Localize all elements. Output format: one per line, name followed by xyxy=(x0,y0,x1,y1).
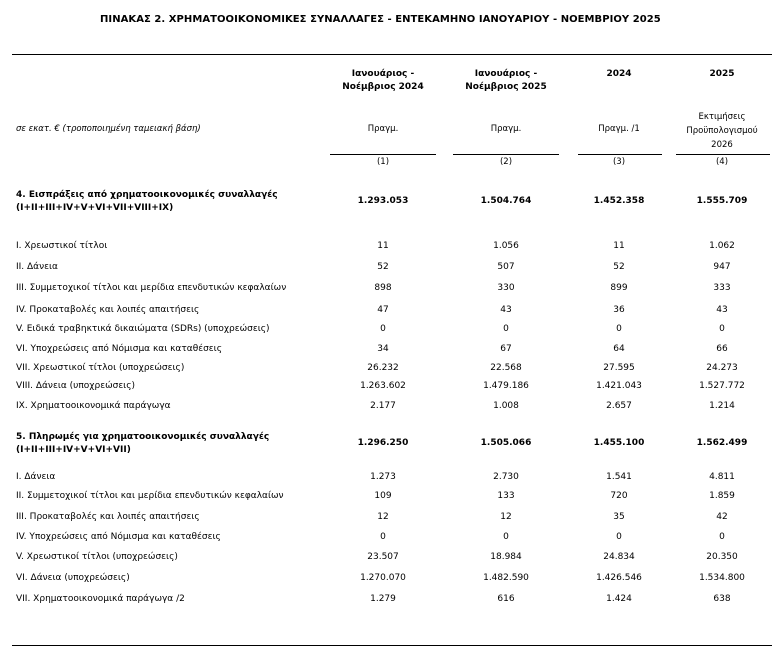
row-value-col3: 64 xyxy=(613,344,625,354)
row-value-col2: 1.056 xyxy=(493,241,519,251)
col1-header-line2: Νοέμβριος 2024 xyxy=(342,82,424,92)
row-value-col1: 11 xyxy=(377,241,389,251)
table-row xyxy=(0,363,776,377)
row-value-col4: 24.273 xyxy=(706,363,738,373)
row-label: II. Δάνεια xyxy=(16,262,58,272)
row-value-col3: 0 xyxy=(616,324,622,334)
table-row xyxy=(0,552,776,566)
row-value-col1: 0 xyxy=(380,532,386,542)
table-row xyxy=(0,512,776,526)
row-value-col2: 1.008 xyxy=(493,401,519,411)
row-value-col3: 899 xyxy=(610,283,628,293)
table-row xyxy=(0,573,776,587)
section5-value-col1: 1.296.250 xyxy=(357,438,409,448)
row-value-col2: 43 xyxy=(500,305,512,315)
col4-number: (4) xyxy=(715,157,729,167)
section4-total-row xyxy=(0,190,776,213)
row-value-col3: 52 xyxy=(613,262,625,272)
table-row xyxy=(0,344,776,358)
section5-value-col3: 1.455.100 xyxy=(593,438,645,448)
row-value-col1: 109 xyxy=(374,491,392,501)
row-value-col4: 1.859 xyxy=(709,491,735,501)
bottom-rule xyxy=(12,645,772,646)
row-label: VII. Χρηματοοικονομικά παράγωγα /2 xyxy=(16,594,185,604)
row-value-col4: 0 xyxy=(719,532,725,542)
row-label: VI. Δάνεια (υποχρεώσεις) xyxy=(16,573,130,583)
row-value-col1: 23.507 xyxy=(367,552,399,562)
row-value-col4: 333 xyxy=(713,283,731,293)
col3-subheader: Πραγμ. /1 xyxy=(598,124,640,134)
row-value-col4: 66 xyxy=(716,344,728,354)
section5-value-col2: 1.505.066 xyxy=(480,438,532,448)
table-row xyxy=(0,491,776,505)
col3-header-line1: 2024 xyxy=(606,69,632,79)
section4-value-col4: 1.555.709 xyxy=(696,196,748,206)
row-label: II. Συμμετοχικοί τίτλοι και μερίδια επενδυτικών κεφαλαίων xyxy=(16,491,284,501)
table-row xyxy=(0,305,776,319)
row-value-col3: 2.657 xyxy=(606,401,632,411)
col1-header-line1: Ιανουάριος - xyxy=(351,69,415,79)
row-value-col4: 1.527.772 xyxy=(699,381,745,391)
row-value-col3: 36 xyxy=(613,305,625,315)
row-label: IV. Προκαταβολές και λοιπές απαιτήσεις xyxy=(16,305,200,315)
row-value-col2: 0 xyxy=(503,532,509,542)
row-value-col4: 0 xyxy=(719,324,725,334)
row-value-col3: 1.424 xyxy=(606,594,632,604)
row-value-col2: 67 xyxy=(500,344,512,354)
row-label: I. Δάνεια xyxy=(16,472,56,482)
row-value-col2: 22.568 xyxy=(490,363,522,373)
col4-subheader-line3: 2026 xyxy=(711,140,733,150)
row-value-col1: 1.270.070 xyxy=(360,573,406,583)
row-value-col2: 616 xyxy=(497,594,515,604)
col2-header xyxy=(453,68,559,94)
row-label: III. Προκαταβολές και λοιπές απαιτήσεις xyxy=(16,512,200,522)
table-row xyxy=(0,241,776,255)
row-value-col2: 133 xyxy=(497,491,515,501)
section4-value-col1: 1.293.053 xyxy=(357,196,409,206)
table-row xyxy=(0,262,776,276)
row-value-col2: 12 xyxy=(500,512,512,522)
row-value-col1: 1.279 xyxy=(370,594,396,604)
row-label: VII. Χρεωστικοί τίτλοι (υποχρεώσεις) xyxy=(16,363,185,373)
section4-value-col3: 1.452.358 xyxy=(593,196,645,206)
col4-header-line1: 2025 xyxy=(709,69,735,79)
row-value-col1: 1.273 xyxy=(370,472,396,482)
row-label: V. Ειδικά τραβηκτικά δικαιώματα (SDRs) (υποχρεώσεις) xyxy=(16,324,270,334)
section4-title: 4. Εισπράξεις από χρηματοοικονομικές συναλλαγές xyxy=(16,190,278,200)
table-title: ΠΙΝΑΚΑΣ 2. ΧΡΗΜΑΤΟΟΙΚΟΝΟΜΙΚΕΣ ΣΥΝΑΛΛΑΓΕΣ - ΕΝΤΕΚΑΜΗΝΟ ΙΑΝΟΥΑΡΙΟΥ - ΝΟΕΜΒΡΙΟΥ 2025 xyxy=(100,14,661,25)
col1-number-rule xyxy=(330,154,436,155)
col1-header xyxy=(330,68,436,94)
table-row xyxy=(0,532,776,546)
section5-title: 5. Πληρωμές για χρηματοοικονομικές συναλλαγές xyxy=(16,432,270,442)
row-value-col3: 1.426.546 xyxy=(596,573,642,583)
row-value-col2: 1.482.590 xyxy=(483,573,529,583)
col3-header xyxy=(574,68,664,81)
table-row xyxy=(0,324,776,338)
row-value-col4: 43 xyxy=(716,305,728,315)
row-label: IV. Υποχρεώσεις από Νόμισμα και καταθέσεις xyxy=(16,532,221,542)
row-label: VI. Υποχρεώσεις από Νόμισμα και καταθέσεις xyxy=(16,344,222,354)
col2-subheader: Πραγμ. xyxy=(490,124,522,134)
row-value-col2: 330 xyxy=(497,283,515,293)
col2-header-line2: Νοέμβριος 2025 xyxy=(465,82,547,92)
basis-note: σε εκατ. € (τροποποιημένη ταμειακή βάση) xyxy=(16,124,201,134)
row-value-col1: 34 xyxy=(377,344,389,354)
table-row xyxy=(0,401,776,415)
row-value-col3: 720 xyxy=(610,491,628,501)
row-label: IX. Χρηματοοικονομικά παράγωγα xyxy=(16,401,171,411)
table-row xyxy=(0,381,776,395)
row-value-col1: 47 xyxy=(377,305,389,315)
col4-number-rule xyxy=(676,154,770,155)
col3-number: (3) xyxy=(612,157,626,167)
row-value-col4: 42 xyxy=(716,512,728,522)
row-value-col1: 52 xyxy=(377,262,389,272)
row-value-col4: 1.534.800 xyxy=(699,573,745,583)
row-label: VIII. Δάνεια (υποχρεώσεις) xyxy=(16,381,136,391)
col1-number: (1) xyxy=(376,157,390,167)
col2-number: (2) xyxy=(499,157,513,167)
row-value-col1: 12 xyxy=(377,512,389,522)
row-value-col1: 898 xyxy=(374,283,392,293)
row-value-col3: 27.595 xyxy=(603,363,635,373)
row-value-col1: 1.263.602 xyxy=(360,381,406,391)
row-value-col2: 2.730 xyxy=(493,472,519,482)
row-value-col3: 11 xyxy=(613,241,625,251)
row-value-col2: 0 xyxy=(503,324,509,334)
table-row xyxy=(0,472,776,486)
row-label: III. Συμμετοχικοί τίτλοι και μερίδια επενδυτικών κεφαλαίων xyxy=(16,283,287,293)
row-label: V. Χρεωστικοί τίτλοι (υποχρεώσεις) xyxy=(16,552,178,562)
row-value-col2: 1.479.186 xyxy=(483,381,529,391)
row-value-col4: 20.350 xyxy=(706,552,738,562)
col4-header xyxy=(674,68,770,81)
row-value-col1: 26.232 xyxy=(367,363,399,373)
top-rule xyxy=(12,54,772,55)
section5-value-col4: 1.562.499 xyxy=(696,438,748,448)
row-label: I. Χρεωστικοί τίτλοι xyxy=(16,241,108,251)
row-value-col4: 638 xyxy=(713,594,731,604)
col2-header-line1: Ιανουάριος - xyxy=(474,69,538,79)
row-value-col3: 1.541 xyxy=(606,472,632,482)
row-value-col4: 4.811 xyxy=(709,472,735,482)
section5-formula: (I+II+III+IV+V+VI+VII) xyxy=(16,445,131,455)
section5-total-row xyxy=(0,432,776,455)
row-value-col3: 1.421.043 xyxy=(596,381,642,391)
row-value-col2: 18.984 xyxy=(490,552,522,562)
col4-subheader-line2: Προϋπολογισμού xyxy=(686,126,758,136)
row-value-col1: 2.177 xyxy=(370,401,396,411)
row-value-col3: 0 xyxy=(616,532,622,542)
row-value-col2: 507 xyxy=(497,262,515,272)
row-value-col1: 0 xyxy=(380,324,386,334)
table-row xyxy=(0,283,776,297)
col2-number-rule xyxy=(453,154,559,155)
row-value-col4: 1.214 xyxy=(709,401,735,411)
col3-number-rule xyxy=(578,154,662,155)
row-value-col3: 35 xyxy=(613,512,625,522)
section4-formula: (I+II+III+IV+V+VI+VII+VIII+IX) xyxy=(16,203,174,213)
row-value-col3: 24.834 xyxy=(603,552,635,562)
row-value-col4: 947 xyxy=(713,262,731,272)
col1-subheader: Πραγμ. xyxy=(367,124,399,134)
row-value-col4: 1.062 xyxy=(709,241,735,251)
col4-subheader-line1: Εκτιμήσεις xyxy=(698,112,746,122)
table-row xyxy=(0,594,776,608)
section4-value-col2: 1.504.764 xyxy=(480,196,532,206)
col4-subheader xyxy=(674,110,770,152)
